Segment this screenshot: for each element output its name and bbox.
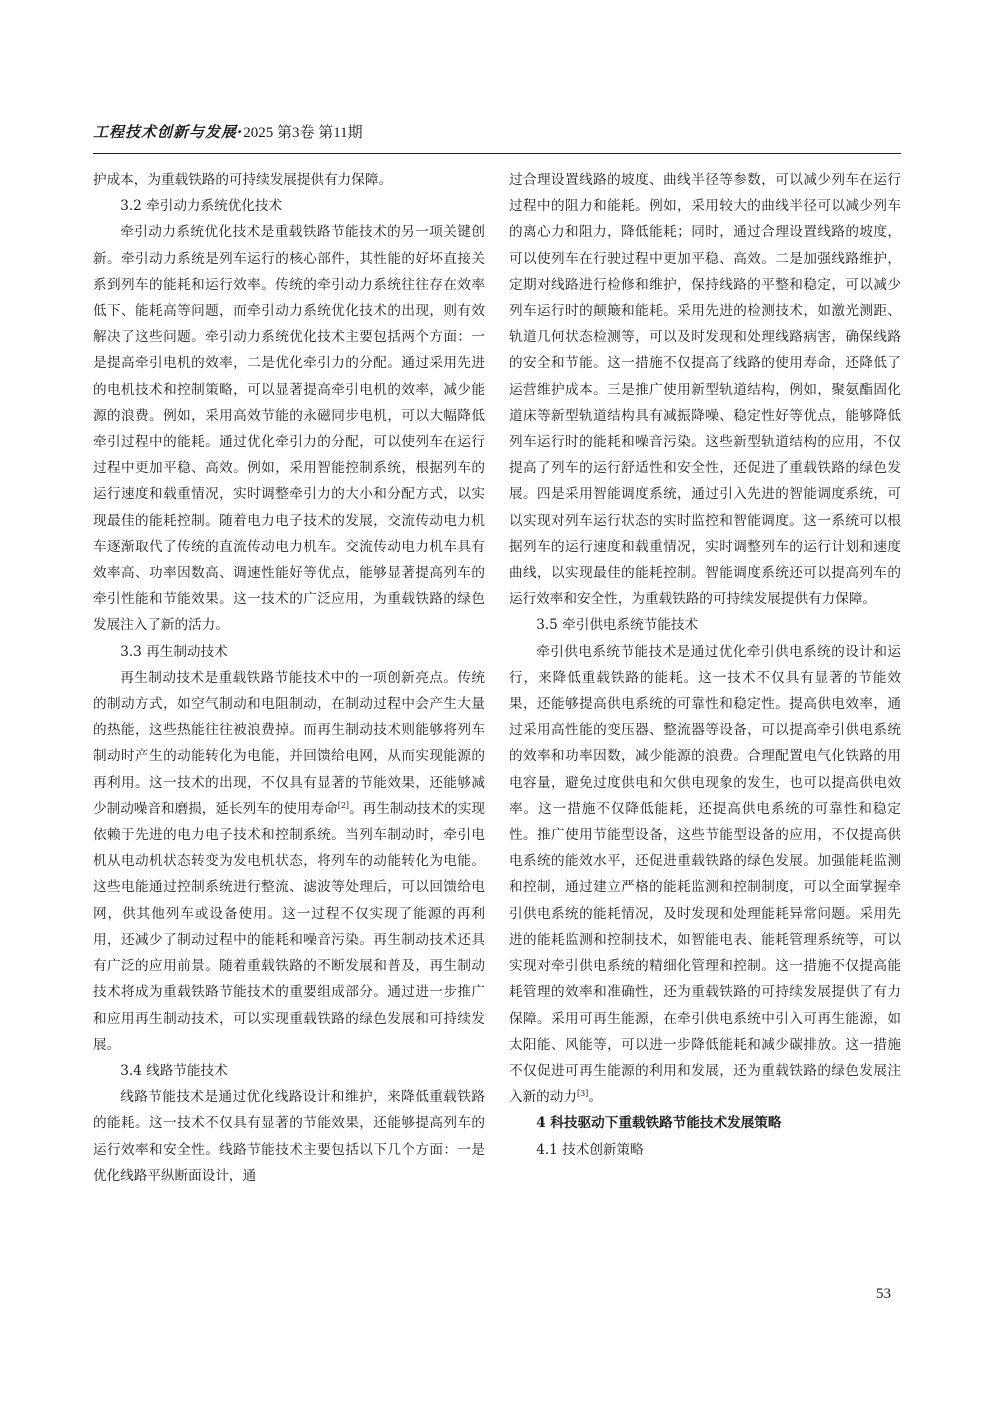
citation[interactable]: [2] (337, 800, 350, 810)
section-heading-3-3: 3.3 再生制动技术 (120, 643, 228, 660)
section-heading-3-5: 3.5 牵引供电系统节能技术 (536, 617, 699, 634)
text-run: 再生制动技术是重载铁路节能技术中的一项创新亮点。传统的制动方式，如空气制动和电阻制动，在制动过程中会产生大量的热能，这些热能往往被浪费掉。而再生制动技术则能够将列车制动时产生的动能转化为电能，并回馈给电网，从而实现能源的再利用。这一技术的出现，不仅具有显著的节能效果，还能够减少制动噪音和磨损，延长列车的使用寿命 (93, 669, 485, 817)
text-run: 。再生制动技术的实现依赖于先进的电力电子技术和控制系统。当列车制动时，牵引电机从电动机状态转变为发电机状态，将列车的动能转化为电能。这些电能通过控制系统进行整流、滤波等处理后，可以回馈给电网，供其他列车或设备使用。这一过程不仅实现了能源的再利用，还减少了制动过程中的能耗和噪音污染。再生制动技术还具有广泛的应用前景。随着重载铁路的不断发展和普及，再生制动技术将成为重载铁路节能技术的重要组成部分。通过进一步推广和应用再生制动技术，可以实现重载铁路的绿色发展和可持续发展。 (93, 800, 486, 1053)
running-header (93, 121, 901, 154)
section-heading-4-1: 4.1 技术创新策略 (536, 1141, 644, 1158)
citation[interactable]: [3] (576, 1089, 589, 1099)
text-run: 牵引供电系统节能技术是通过优化牵引供电系统的设计和运行，来降低重载铁路的能耗。这一技术不仅具有显著的节能效果，还能够提高供电系统的可靠性和稳定性。提高供电效率，通过采用高性能的变压器、整流器等设备，可以提高牵引供电系统的效率和功率因数，减少能源的浪费。合理配置电气化铁路的用电容量，避免过度供电和欠供电现象的发生，也可以提高供电效率。这一措施不仅降低能耗，还提高供电系统的可靠性和稳定性。推广使用节能型设备，这些节能型设备的应用，不仅提高供电系统的能效水平，还促进重载铁路的绿色发展。加强能耗监测和控制，通过建立严格的能耗监测和控制制度，可以全面掌握牵引供电系统的能耗情况，及时发现和处理能耗异常问题。采用先进的能耗监测和控制技术，如智能电表、能耗管理系统等，可以实现对牵引供电系统的精细化管理和控制。这一措施不仅提高能耗管理的效率和准确性，还为重载铁路的可持续发展提供了有力保障。采用可再生能源，在牵引供电系统中引入可再生能源，如太阳能、风能等，可以进一步降低能耗和减少碳排放。这一措施不仅促进可再生能源的利用和发展，还为重载铁路的绿色发展注入新的动力 (509, 643, 901, 1106)
paragraph: 线路节能技术是通过优化线路设计和维护，来降低重载铁路的能耗。这一技术不仅具有显著的节能效果，还能够提高列车的运行效率和安全性。线路节能技术主要包括以下几个方面：一是优化线路平纵断面设计，通 (93, 1089, 485, 1184)
issue-info: 2025 第3卷 第11期 (243, 125, 363, 141)
text-run: 。 (588, 1089, 602, 1106)
page-number: 53 (876, 1286, 891, 1302)
paragraph (509, 639, 901, 1111)
paragraph (93, 665, 485, 1058)
paragraph: 牵引动力系统优化技术是重载铁路节能技术的另一项关键创新。牵引动力系统是列车运行的核心部件，其性能的好坏直接关系到列车的能耗和运行效率。传统的牵引动力系统往往存在效率低下、能耗高等问题，而牵引动力系统优化技术的出现，则有效解决了这些问题。牵引动力系统优化技术主要包括两个方面：一是提高牵引电机的效率，二是优化牵引力的分配。通过采用先进的电机技术和控制策略，可以显著提高牵引电机的效率，减少能源的浪费。例如，采用高效节能的永磁同步电机，可以大幅降低牵引过程中的能耗。通过优化牵引力的分配，可以使列车在运行过程中更加平稳、高效。例如，采用智能控制系统，根据列车的运行速度和载重情况，实时调整牵引力的大小和分配方式，以实现最佳的能耗控制。随着电力电子技术的发展，交流传动电力机车逐渐取代了传统的直流传动电力机车。交流传动电力机车具有效率高、功率因数高、调速性能好等优点，能够显著提高列车的牵引性能和节能效果。这一技术的广泛应用，为重载铁路的绿色发展注入了新的活力。 (93, 224, 485, 634)
left-column (93, 167, 485, 1189)
right-column (509, 167, 901, 1163)
section-heading-4: 4 科技驱动下重载铁路节能技术发展策略 (536, 1115, 782, 1132)
section-heading-3-4: 3.4 线路节能技术 (120, 1062, 228, 1079)
journal-name: 工程技术创新与发展· (93, 123, 244, 141)
paragraph: 护成本，为重载铁路的可持续发展提供有力保障。 (93, 172, 393, 188)
journal-title (93, 121, 363, 142)
paragraph: 过合理设置线路的坡度、曲线半径等参数，可以减少列车在运行过程中的阻力和能耗。例如，采用较大的曲线半径可以减少列车的离心力和阻力，降低能耗；同时，通过合理设置线路的坡度，可以使列车在行驶过程中更加平稳、高效。二是加强线路维护，定期对线路进行检修和维护，保持线路的平整和稳定，可以减少列车运行时的颠簸和能耗。采用先进的检测技术，如激光测距、轨道几何状态检测等，可以及时发现和处理线路病害，确保线路的安全和节能。这一措施不仅提高了线路的使用寿命，还降低了运营维护成本。三是推广使用新型轨道结构，例如，聚氨酯固化道床等新型轨道结构具有减振降噪、稳定性好等优点，能够降低列车运行时的能耗和噪音污染。这些新型轨道结构的应用，不仅提高了列车的运行舒适性和安全性，还促进了重载铁路的绿色发展。四是采用智能调度系统，通过引入先进的智能调度系统，可以实现对列车运行状态的实时监控和智能调度。这一系统可以根据列车的运行速度和载重情况，实时调整列车的运行计划和速度曲线，以实现最佳的能耗控制。智能调度系统还可以提高列车的运行效率和安全性，为重载铁路的可持续发展提供有力保障。 (509, 172, 901, 608)
section-heading-3-2: 3.2 牵引动力系统优化技术 (120, 198, 283, 215)
